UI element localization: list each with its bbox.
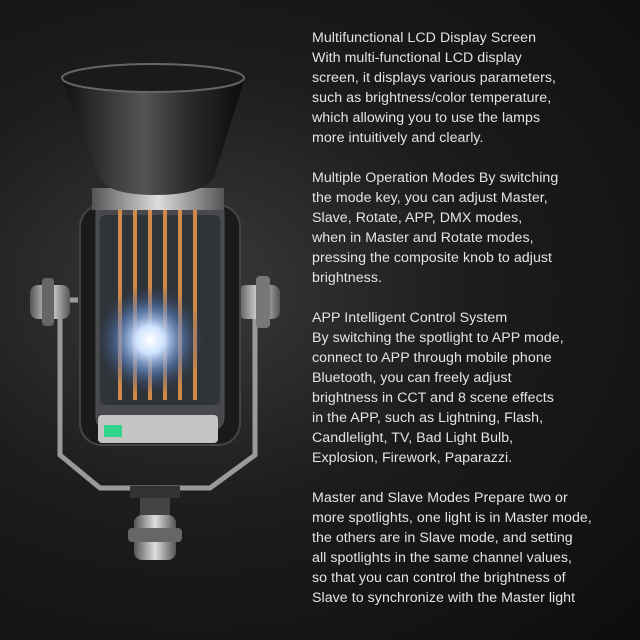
text-line: Candlelight, TV, Bad Light Bulb, (312, 430, 514, 446)
feature-app-control (312, 308, 637, 468)
text-line: Slave to synchronize with the Master light (312, 590, 576, 606)
text-line: brightness in CCT and 8 scene effects (312, 390, 554, 406)
text-line: Bluetooth, you can freely adjust (312, 370, 512, 386)
left-knob (30, 278, 70, 326)
text-line: With multi-functional LCD display (312, 50, 522, 66)
text-line: more spotlights, one light is in Master mode, (312, 510, 592, 526)
text-line: more intuitively and clearly. (312, 130, 484, 146)
text-line: Master and Slave Modes Prepare two or (312, 490, 568, 506)
text-line: pressing the composite knob to adjust (312, 250, 553, 266)
text-line: connect to APP through mobile phone (312, 350, 552, 366)
text-line: the others are in Slave mode, and setting (312, 530, 573, 546)
led-glow (95, 285, 205, 395)
text-line: such as brightness/color temperature, (312, 90, 552, 106)
lamp-body (80, 200, 240, 445)
text-line: so that you can control the brightness of (312, 570, 566, 586)
text-line: when in Master and Rotate modes, (312, 230, 534, 246)
feature-operation-modes (312, 168, 637, 288)
text-line: the mode key, you can adjust Master, (312, 190, 548, 206)
text-line: By switching the spotlight to APP mode, (312, 330, 564, 346)
feature-master-slave (312, 488, 637, 608)
feature-lcd-display (312, 28, 637, 148)
text-line: which allowing you to use the lamps (312, 110, 541, 126)
text-line: Multiple Operation Modes By switching (312, 170, 559, 186)
feature-description (312, 28, 637, 628)
text-line: Explosion, Firework, Paparazzi. (312, 450, 513, 466)
text-line: Multifunctional LCD Display Screen (312, 30, 537, 46)
spotlight-product-image (0, 0, 300, 640)
text-line: all spotlights in the same channel values, (312, 550, 572, 566)
text-line: screen, it displays various parameters, (312, 70, 557, 86)
reflector-bowl (62, 64, 244, 195)
text-line: Slave, Rotate, APP, DMX modes, (312, 210, 523, 226)
right-knob (238, 276, 280, 328)
bottom-knob (128, 498, 182, 560)
text-line: APP Intelligent Control System (312, 310, 508, 326)
lcd-display (104, 425, 122, 437)
text-line: in the APP, such as Lightning, Flash, (312, 410, 544, 426)
text-line: brightness. (312, 270, 382, 286)
